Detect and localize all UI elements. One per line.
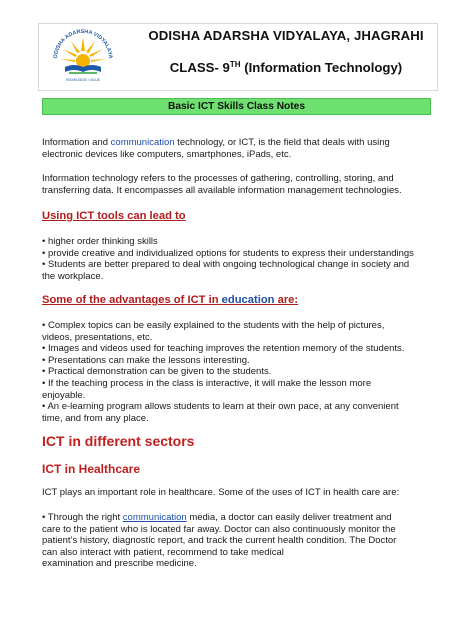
list-item: time, and from any place. [42, 412, 149, 424]
healthcare-heading: ICT in Healthcare [42, 462, 141, 476]
school-logo [47, 27, 119, 85]
notes-title-banner: Basic ICT Skills Class Notes [42, 98, 431, 115]
list-item: • Presentations can make the lessons interesting. [42, 354, 250, 366]
list-item: • Practical demonstration can be given to the students. [42, 366, 272, 378]
intro-paragraph-2: Information technology refers to the processes of gathering, controlling, storing, and transferring data. It encompasses all available information management technologies. [42, 173, 402, 196]
list-item: enjoyable. [42, 389, 86, 401]
advantages-list [42, 320, 434, 424]
list-item: • If the teaching process in the class is interactive, it will make the lesson more [42, 377, 372, 389]
svg-text:KNOWLEDGE • VALUE: KNOWLEDGE • VALUE [66, 78, 100, 82]
list-item: • higher order thinking skills [42, 236, 158, 247]
ict-tools-list [42, 236, 434, 282]
education-link[interactable]: education [221, 294, 275, 306]
list-item: • An e-learning program allows students to learn at their own pace, at any convenient [42, 401, 399, 413]
svg-text:ODISHA ADARSHA VIDYALAYA: ODISHA ADARSHA VIDYALAYA [52, 28, 114, 59]
school-name: ODISHA ADARSHA VIDYALAYA, JHAGRAHI [148, 28, 424, 43]
list-item: the workplace. [42, 270, 104, 282]
list-item: • provide creative and individualized options for students to express their understandings [42, 247, 414, 259]
class-subject: (Information Technology) [240, 60, 403, 75]
healthcare-paragraph: • Through the right communication media, a doctor can easily deliver treatment and care to the patient who is located far away. Doctor can also continuously monitor the patient’s history, diagnostic report, and track the current health condition. The Doctor can also interact with patient, recommend to take medical examination and prescribe medicine. [42, 512, 397, 570]
list-item: • Students are better prepared to deal with ongoing technological change in society and [42, 259, 410, 271]
healthcare-intro: ICT plays an important role in healthcare. Some of the uses of ICT in health care are: [42, 487, 400, 498]
communication-link-2[interactable]: communication [122, 512, 187, 523]
list-item: videos, presentations, etc. [42, 331, 153, 343]
intro-paragraph-1: Information and communication technology, or ICT, is the field that deals with using electronic devices like computers, smartphones, iPads, etc. [42, 137, 390, 160]
advantages-heading: Some of the advantages of ICT in education are: [42, 294, 299, 306]
list-item: • Images and videos used for teaching improves the retention memory of the students. [42, 343, 405, 355]
class-title [136, 60, 436, 75]
sectors-heading: ICT in different sectors [42, 433, 195, 449]
ict-tools-heading: Using ICT tools can lead to [42, 210, 186, 222]
class-prefix: CLASS- 9 [169, 60, 230, 75]
class-superscript: TH [229, 60, 241, 69]
list-item: • Complex topics can be easily explained to the students with the help of pictures, [42, 320, 385, 331]
communication-link[interactable]: communication [110, 137, 175, 148]
